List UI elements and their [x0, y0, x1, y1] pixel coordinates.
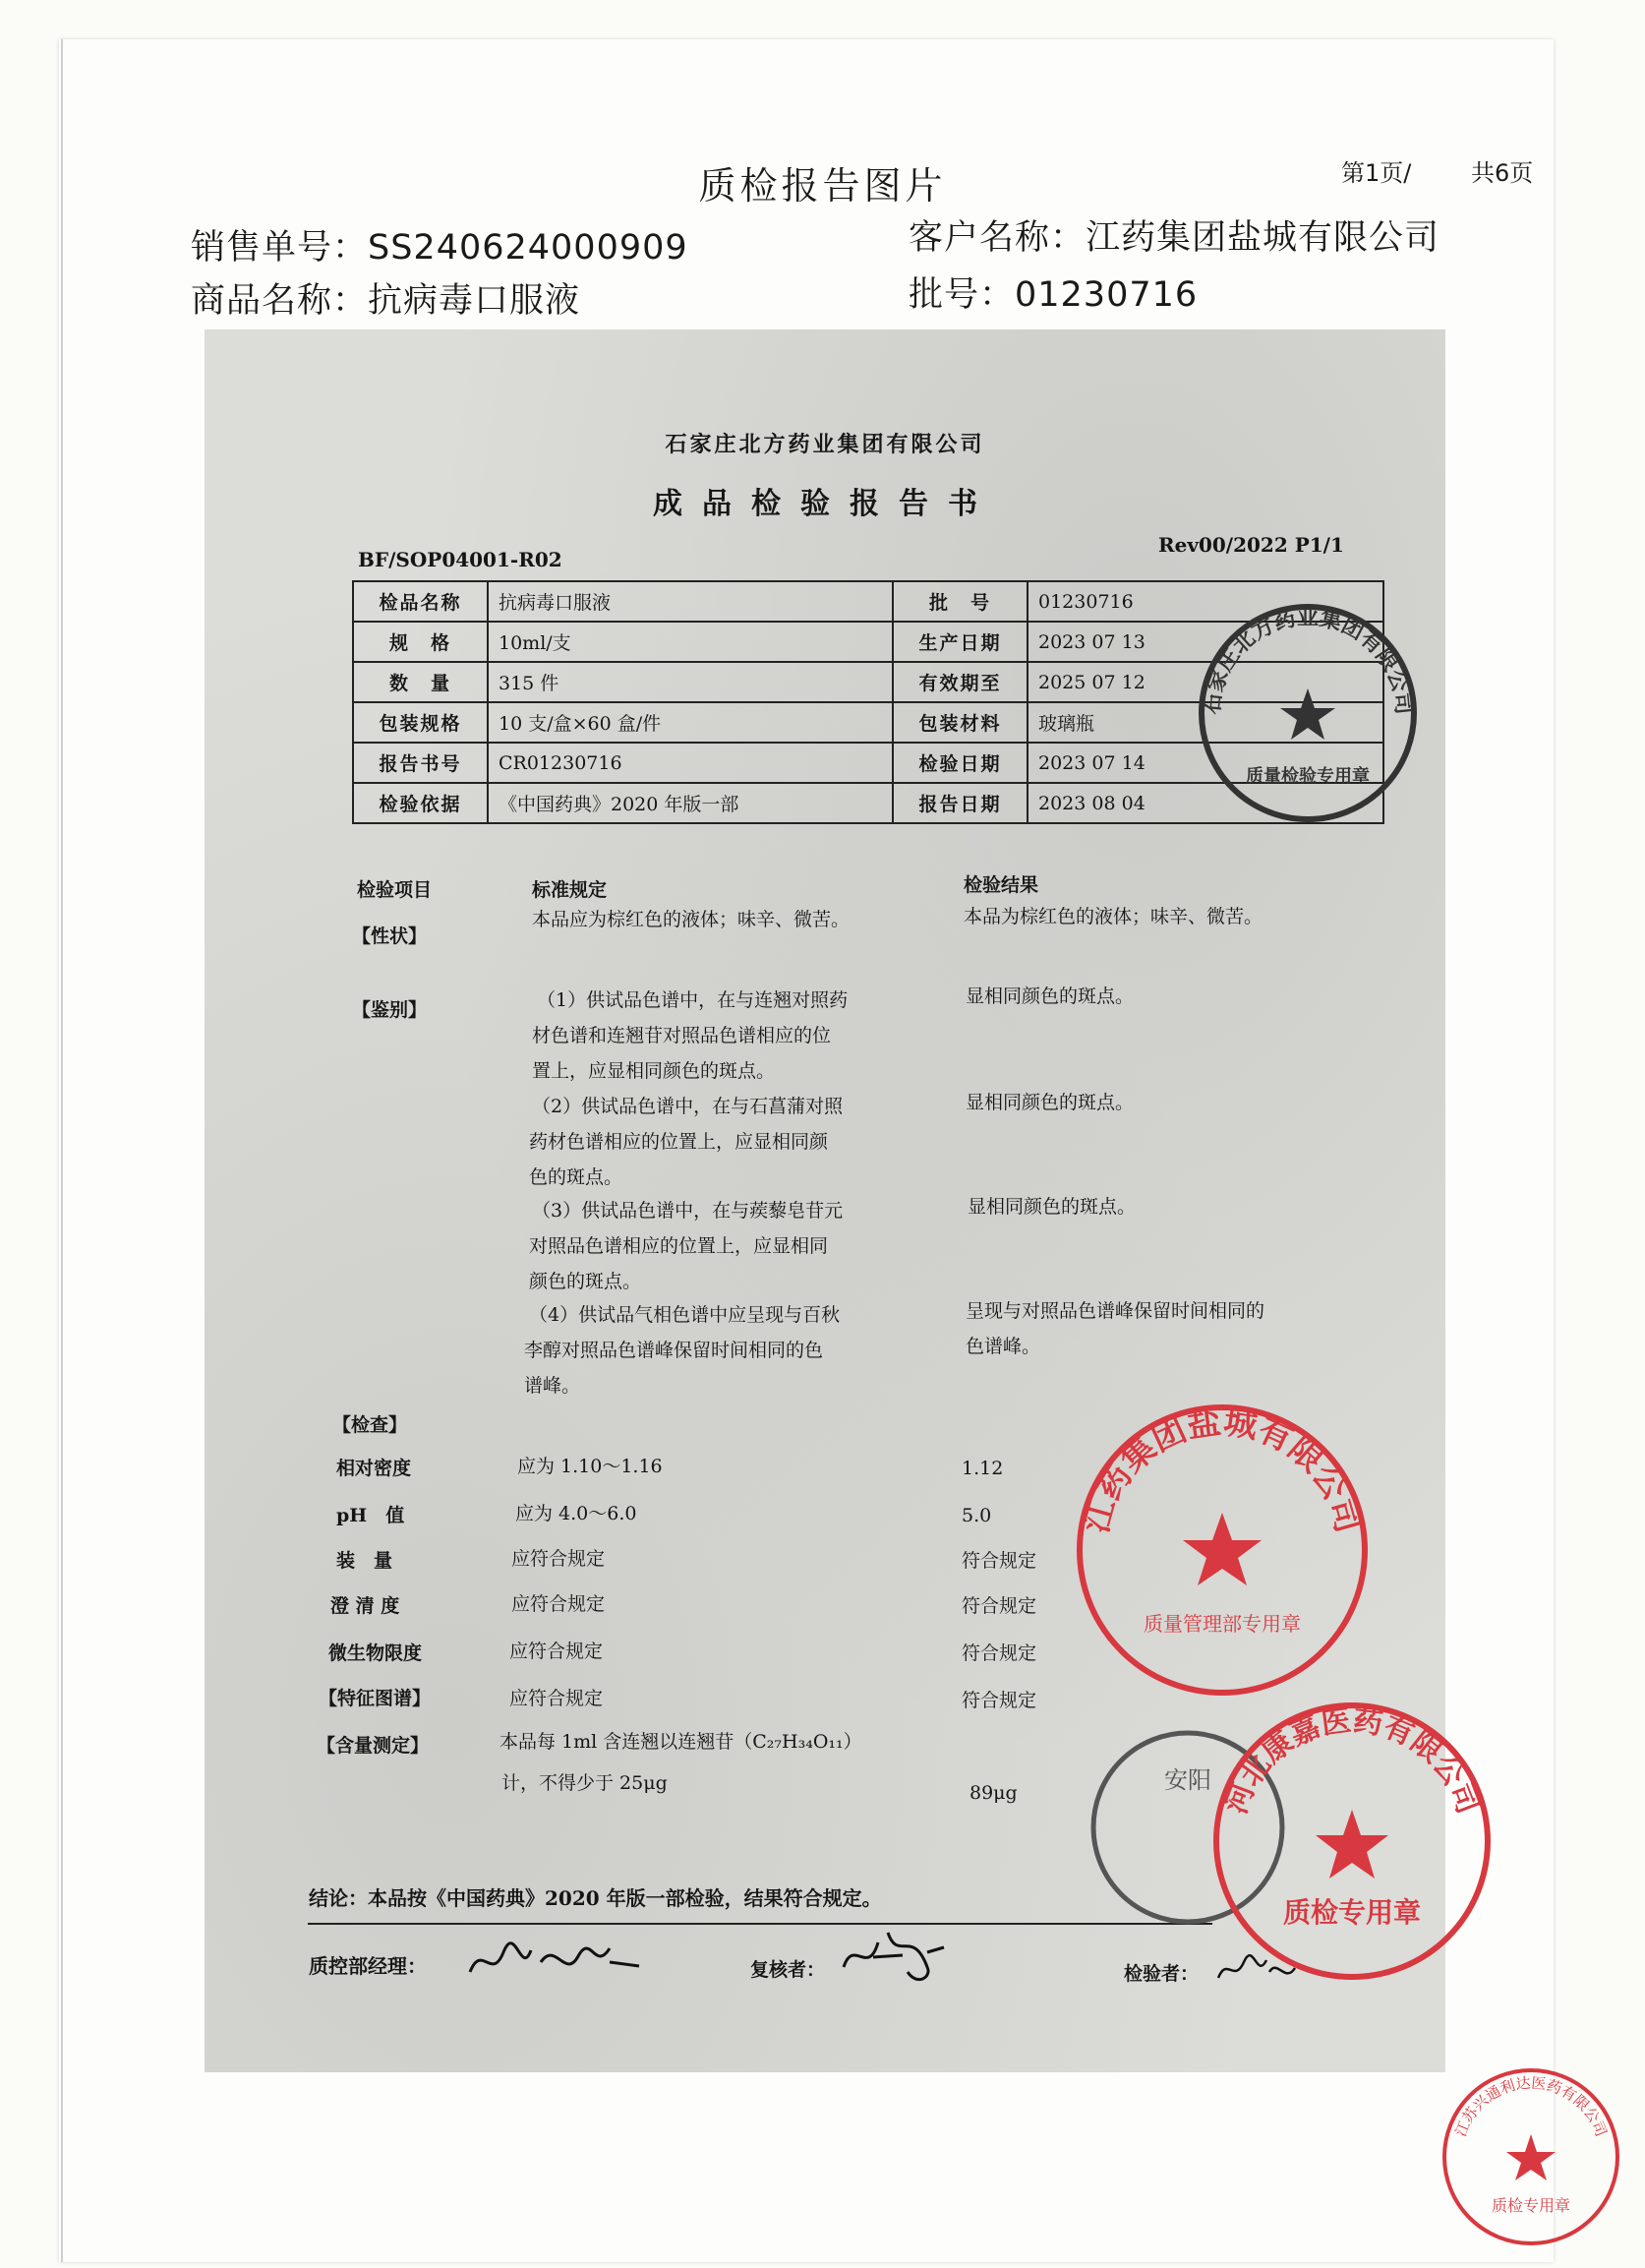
info-value: 2023 08 04: [1028, 783, 1383, 823]
customer-red-stamp-text: 江药集团盐城有限公司: [1076, 1403, 1369, 1537]
col-header-result: 检验结果: [964, 874, 1039, 896]
info-value: 《中国药典》2020 年版一部: [488, 783, 893, 823]
info-value: CR01230716: [488, 743, 893, 783]
check-standard: 应符合规定: [511, 1593, 606, 1615]
assay-standard-line-2: 计，不得少于 25μg: [501, 1772, 668, 1794]
check-item: 澄 清 度: [330, 1595, 400, 1617]
ident-4-result-line-1: 呈现与对照品色谱峰保留时间相同的: [966, 1300, 1265, 1322]
customer-red-stamp-sub: 质量管理部专用章: [1144, 1612, 1301, 1636]
check-result: 5.0: [962, 1505, 992, 1526]
appearance-label: 【性状】: [352, 925, 428, 947]
inspection-label: 【检查】: [332, 1414, 408, 1436]
col-header-standard: 标准规定: [532, 879, 608, 901]
ident-1-line-2: 材色谱和连翘苷对照品色谱相应的位: [532, 1025, 832, 1046]
ident-2-line-1: （2）供试品色谱中，在与石菖蒲对照: [532, 1096, 844, 1117]
check-result: 符合规定: [962, 1595, 1037, 1617]
info-value: 2023 07 14: [1028, 743, 1383, 783]
check-standard: 应为 1.10～1.16: [517, 1456, 663, 1477]
report-title: 成品检验报告书: [653, 487, 997, 521]
info-label: 数 量: [353, 662, 488, 702]
info-value: 2025 07 12: [1028, 662, 1383, 702]
info-value: 2023 07 13: [1028, 622, 1383, 662]
assay-result: 89μg: [969, 1782, 1018, 1804]
info-label: 检品名称: [353, 581, 488, 622]
ident-4-result-line-2: 色谱峰。: [966, 1336, 1041, 1357]
check-standard: 应为 4.0～6.0: [515, 1503, 637, 1524]
inspector-label: 检验者：: [1124, 1963, 1200, 1985]
info-label: 生产日期: [893, 622, 1028, 662]
supplier-red-stamp: [1204, 1694, 1499, 1989]
ident-1-line-1: （1）供试品色谱中，在与连翘对照药: [537, 989, 849, 1011]
order-number: 销售单号：SS240624000909: [191, 228, 688, 268]
qc-manager-signature: [462, 1933, 649, 1992]
check-standard: 应符合规定: [509, 1641, 604, 1662]
info-label: 批 号: [893, 581, 1028, 622]
reviewer-signature: [834, 1918, 952, 1997]
supplier-red-stamp-text: 河北康嘉医药有限公司: [1218, 1703, 1486, 1819]
revision: Rev00/2022 P1/1: [1158, 533, 1344, 557]
reviewer-label: 复核者：: [750, 1959, 826, 1981]
ident-2-line-2: 药材色谱相应的位置上，应显相同颜: [529, 1131, 829, 1153]
customer-name: 客户名称：江药集团盐城有限公司: [909, 218, 1440, 258]
appearance-standard: 本品应为棕红色的液体；味辛、微苦。: [532, 909, 851, 930]
page-title: 质检报告图片: [698, 164, 947, 208]
info-value: 315 件: [488, 662, 893, 702]
info-label: 报告书号: [353, 743, 488, 783]
ident-3-result: 显相同颜色的斑点。: [968, 1196, 1137, 1218]
appearance-result: 本品为棕红色的液体；味辛、微苦。: [964, 906, 1263, 927]
ident-3-line-1: （3）供试品色谱中，在与蒺藜皂苷元: [532, 1200, 844, 1222]
info-label: 包装材料: [893, 702, 1028, 743]
info-value: 玻璃瓶: [1028, 702, 1383, 743]
page-edge: [61, 39, 63, 2262]
ident-1-line-3: 置上，应显相同颜色的斑点。: [532, 1060, 776, 1082]
check-standard: 应符合规定: [511, 1548, 606, 1570]
corner-red-stamp-text: 江苏兴通利达医药有限公司: [1451, 2073, 1611, 2139]
check-result: 符合规定: [962, 1550, 1037, 1572]
assay-label: 【含量测定】: [317, 1735, 430, 1757]
info-value: 01230716: [1028, 581, 1383, 622]
supplier-red-stamp-sub: 质检专用章: [1282, 1896, 1422, 1929]
doc-code: BF/SOP04001-R02: [358, 548, 562, 571]
info-label: 报告日期: [893, 783, 1028, 823]
info-label: 包装规格: [353, 702, 488, 743]
assay-standard-line-1: 本品每 1ml 含连翘以连翘苷（C₂₇H₃₄O₁₁）: [499, 1731, 862, 1753]
corner-red-stamp: [1438, 2063, 1624, 2250]
check-result: 符合规定: [962, 1690, 1037, 1711]
info-label: 检验依据: [353, 783, 488, 823]
page-total: 共6页: [1471, 159, 1534, 187]
info-value: 10ml/支: [488, 622, 893, 662]
conclusion: 结论：本品按《中国药典》2020 年版一部检验，结果符合规定。: [309, 1886, 882, 1910]
info-label: 规 格: [353, 622, 488, 662]
report-company: 石家庄北方药业集团有限公司: [665, 432, 985, 457]
ident-2-result: 显相同颜色的斑点。: [966, 1092, 1135, 1113]
company-qc-stamp-text: 石家庄北方药业集团有限公司: [1199, 605, 1417, 716]
page-number: 第1页/: [1341, 159, 1412, 187]
ident-3-line-2: 对照品色谱相应的位置上，应显相同: [529, 1235, 829, 1257]
qc-manager-label: 质控部经理：: [309, 1954, 427, 1978]
info-label: 有效期至: [893, 662, 1028, 702]
ident-1-result: 显相同颜色的斑点。: [966, 985, 1135, 1007]
info-value: 抗病毒口服液: [488, 581, 893, 622]
info-value: 10 支/盒×60 盒/件: [488, 702, 893, 743]
company-qc-stamp: [1185, 590, 1431, 836]
check-item: 相对密度: [336, 1458, 412, 1479]
company-qc-stamp-sub: 质量检验专用章: [1246, 766, 1370, 787]
check-item: 装 量: [336, 1550, 393, 1572]
check-result: 符合规定: [962, 1642, 1037, 1664]
check-item: pH 值: [336, 1505, 405, 1526]
check-item: 微生物限度: [328, 1642, 423, 1664]
customer-red-stamp: [1067, 1395, 1378, 1705]
gray-partial-stamp-text: 安阳: [1164, 1766, 1211, 1794]
conclusion-rule: [308, 1923, 1212, 1925]
corner-red-stamp-sub: 质检专用章: [1491, 2196, 1571, 2215]
info-label: 检验日期: [893, 743, 1028, 783]
check-standard: 应符合规定: [509, 1688, 604, 1709]
batch-number: 批号：01230716: [909, 275, 1199, 315]
ident-2-line-3: 色的斑点。: [529, 1166, 623, 1188]
product-name: 商品名称：抗病毒口服液: [191, 281, 581, 321]
col-header-item: 检验项目: [357, 879, 433, 901]
ident-4-line-3: 谱峰。: [524, 1375, 581, 1397]
ident-4-line-1: （4）供试品气相色谱中应呈现与百秋: [529, 1304, 841, 1326]
check-result: 1.12: [962, 1458, 1004, 1479]
ident-4-line-2: 李醇对照品色谱峰保留时间相同的色: [524, 1340, 824, 1361]
identification-label: 【鉴别】: [352, 999, 428, 1021]
ident-3-line-3: 颜色的斑点。: [529, 1271, 642, 1292]
check-item: 【特征图谱】: [319, 1688, 432, 1709]
